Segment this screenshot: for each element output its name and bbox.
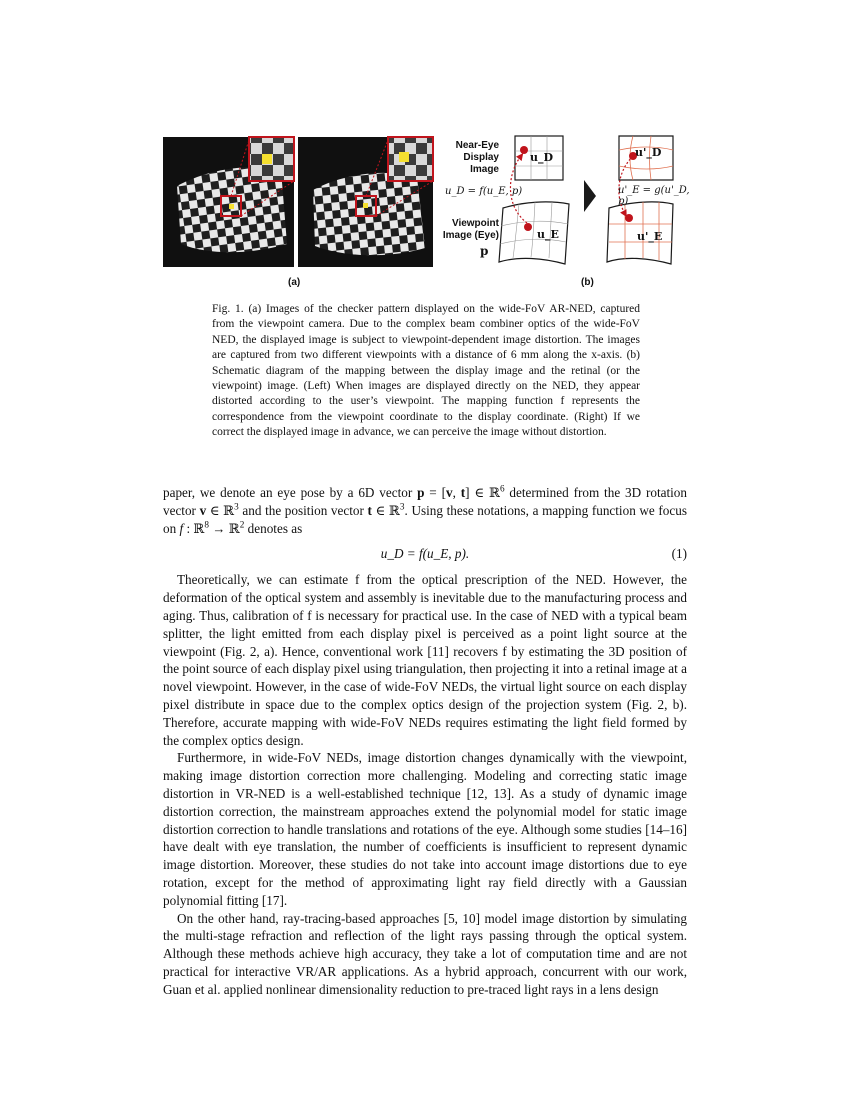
body-text [163,484,687,999]
figure-caption: Fig. 1. (a) Images of the checker pattern displayed on the wide-FoV AR-NED, captured from the viewpoint camera. Due to the complex beam combiner optics of the wide-FoV NED, the displayed image is subject to viewpoint-dependent image distortion. The images are captured from two different viewpoints with a distance of 6 mm along the x-axis. (b) Schematic diagram of the mapping between the display image and the retinal (or the viewpoint) image. (Left) When images are displayed directly on the NED, they appear distorted according to the user’s viewpoint. The mapping function f represents the correspondence from the viewpoint coordinate to the display coordinate. (Right) If we correct the displayed image in advance, we can perceive the image without distortion. [212,303,640,439]
paragraph-3: Furthermore, in wide-FoV NEDs, image distortion changes dynamically with the viewpoint, making image distortion correction more challenging. Modeling and correcting static image distortion in VR-NED is a well-established technique [12, 13]. As a study of dynamic image distortion correction, the mainstream approaches extend the polynomial model for static image distortion correction to handle translations and rotations of the eye. Although some studies [14–16] have dealt with eye translation, the number of coefficients is insufficient to represent dynamic image distortion. Moreover, these studies do not take into account image distortions due to eye rotation, except for the method of approximating light ray field directly with a Gaussian polynomial fitting [17]. [163,750,687,908]
uD-prime-symbol: u'_D [635,146,662,159]
paragraph-2: Theoretically, we can estimate f from the optical prescription of the NED. However, the deformation of the optical system and assembly is inevitable due to the manufacturing process and aging. Thus, calibration of f is necessary for practical use. In the case of NED with a typical beam splitter, the light emitted from each display pixel is perceived as a point light source at the viewpoint (Fig. 2, a). Hence, conventional work [11] recovers f by estimating the 3D position of the point source of each display pixel using triangulation, then projecting it into a retinal image at a novel viewpoint. However, in the case of wide-FoV NEDs, the virtual light source on each display pixel distribute in space due to the complex optics design of the projection system (Fig. 2, b). Therefore, accurate mapping with wide-FoV NEDs requires estimating the light field formed by the complex optics design. [163,572,687,748]
near-eye-label: Near-Eye Display Image [455,140,499,175]
checker-photo-1 [163,137,294,267]
uD-symbol: u_D [530,151,554,164]
uE-prime-symbol: u'_E [637,230,663,243]
equation-number: (1) [671,546,687,562]
checker-photo-2 [298,137,433,267]
viewpoint-label: Viewpoint Image (Eye) [442,218,499,241]
map-f-formula: u_D = f(u_E, p) [445,186,523,197]
equation-1 [163,539,687,569]
figure-1 [163,132,703,292]
transition-arrow-icon [584,180,596,212]
panel-a-label: (a) [288,277,301,288]
paragraph-1: paper, we denote an eye pose by a 6D vector p = [v, t] ∈ ℝ$^6$ determined from the 3D rotation vector v ∈ ℝ$^3$ and the position vector t ∈ ℝ$^3$. Using these notations, a mapping function we focus on f : ℝ$^8$ → ℝ$^2$ denotes as [163,483,687,536]
panel-b-label: (b) [581,277,594,288]
map-g-formula: u'_E = g(u'_D, p) [618,185,690,207]
equation-main: u_D = f(u_E, p). [380,546,470,562]
p-symbol: p [480,244,489,258]
uE-symbol: u_E [537,228,559,241]
paragraph-4: On the other hand, ray-tracing-based approaches [5, 10] model image distortion by simulating the multi-stage refraction and reflection of the light rays passing through the optical system. Although these methods achieve high accuracy, they take a lot of computation time and are not practical for interactive VR/AR applications. As a hybrid approach, concurrent with our work, Guan et al. applied nonlinear dimensionality reduction to pre-traced light rays in a lens design [163,910,687,997]
